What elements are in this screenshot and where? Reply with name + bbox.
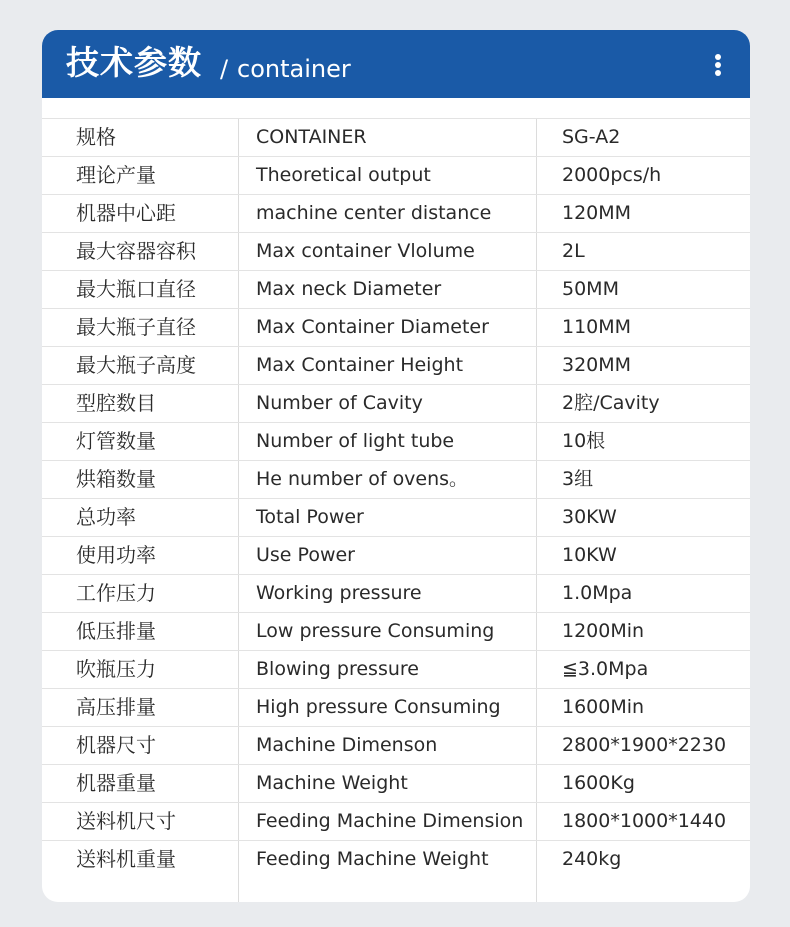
param-name-en: Feeding Machine Dimension [256, 810, 524, 832]
param-name-cn: 规格 [76, 125, 116, 149]
param-name-en: Feeding Machine Weight [256, 848, 489, 870]
table-row [42, 498, 750, 536]
param-name-cn: 机器中心距 [76, 201, 176, 225]
table-row [42, 612, 750, 650]
param-name-cn: 灯管数量 [76, 429, 156, 453]
param-name-en: Max Container Diameter [256, 316, 489, 338]
param-name-cn: 最大瓶子直径 [76, 315, 196, 339]
table-row [42, 384, 750, 422]
param-name-en: Blowing pressure [256, 658, 419, 680]
param-name-en: Low pressure Consuming [256, 620, 495, 642]
param-value: 2000pcs/h [562, 164, 662, 186]
param-value: 50MM [562, 278, 619, 300]
table-row [42, 460, 750, 498]
param-name-en: Max neck Diameter [256, 278, 442, 300]
param-name-en: CONTAINER [256, 126, 367, 148]
param-value: 110MM [562, 316, 632, 338]
table-row [42, 764, 750, 802]
param-name-cn: 机器尺寸 [76, 733, 156, 757]
table-row [42, 270, 750, 308]
table-row [42, 726, 750, 764]
param-value: 120MM [562, 202, 632, 224]
param-value: 240kg [562, 848, 622, 870]
param-value: 1200Min [562, 620, 645, 642]
param-name-en: machine center distance [256, 202, 492, 224]
param-name-en: High pressure Consuming [256, 696, 501, 718]
table-row [42, 232, 750, 270]
param-name-en: Max container Vlolume [256, 240, 475, 262]
title-separator: / [220, 55, 229, 83]
param-value: 10KW [562, 544, 617, 566]
param-name-en: He number of ovens。 [256, 468, 469, 490]
param-value: 2L [562, 240, 585, 262]
param-name-cn: 最大瓶子高度 [76, 353, 196, 377]
table-row [42, 688, 750, 726]
param-value: 30KW [562, 506, 617, 528]
param-name-cn: 烘箱数量 [76, 467, 156, 491]
param-name-cn: 工作压力 [76, 581, 156, 605]
param-name-en: Machine Dimenson [256, 734, 438, 756]
param-name-en: Max Container Height [256, 354, 464, 376]
table-row [42, 650, 750, 688]
param-name-cn: 吹瓶压力 [76, 657, 156, 681]
param-name-en: Theoretical output [256, 164, 431, 186]
page-title: 技术参数 [66, 43, 202, 82]
param-name-cn: 送料机重量 [76, 847, 176, 871]
param-name-en: Machine Weight [256, 772, 408, 794]
param-name-cn: 理论产量 [76, 163, 156, 187]
param-value: 1600Min [562, 696, 645, 718]
param-value: 320MM [562, 354, 632, 376]
param-value: 3组 [562, 468, 594, 490]
table-row [42, 118, 750, 156]
param-name-cn: 总功率 [76, 505, 136, 529]
table-row [42, 840, 750, 878]
param-name-en: Total Power [256, 506, 364, 528]
page-subtitle: container [237, 55, 351, 83]
param-name-cn: 机器重量 [76, 771, 156, 795]
param-name-cn: 最大容器容积 [76, 239, 196, 263]
param-value: 1.0Mpa [562, 582, 633, 604]
table-row [42, 802, 750, 840]
table-row [42, 574, 750, 612]
param-value: 1800*1000*1440 [562, 810, 727, 832]
card-header [42, 30, 750, 98]
spec-table [42, 118, 750, 902]
spec-card [42, 30, 750, 902]
param-name-cn: 高压排量 [76, 695, 156, 719]
more-vertical-icon[interactable] [714, 54, 722, 76]
param-value: 1600Kg [562, 772, 635, 794]
table-row [42, 156, 750, 194]
param-name-cn: 型腔数目 [76, 391, 156, 415]
table-row [42, 194, 750, 232]
param-value: ≦3.0Mpa [562, 658, 649, 680]
table-row [42, 536, 750, 574]
param-name-cn: 送料机尺寸 [76, 809, 176, 833]
param-name-en: Use Power [256, 544, 355, 566]
param-value: 2腔/Cavity [562, 392, 660, 414]
param-name-cn: 低压排量 [76, 619, 156, 643]
table-row [42, 422, 750, 460]
param-name-cn: 使用功率 [76, 543, 156, 567]
param-name-en: Number of light tube [256, 430, 455, 452]
table-row [42, 346, 750, 384]
param-name-en: Number of Cavity [256, 392, 423, 414]
param-value: SG-A2 [562, 126, 621, 148]
param-name-cn: 最大瓶口直径 [76, 277, 196, 301]
table-row [42, 308, 750, 346]
param-value: 10根 [562, 430, 606, 452]
param-value: 2800*1900*2230 [562, 734, 727, 756]
param-name-en: Working pressure [256, 582, 422, 604]
